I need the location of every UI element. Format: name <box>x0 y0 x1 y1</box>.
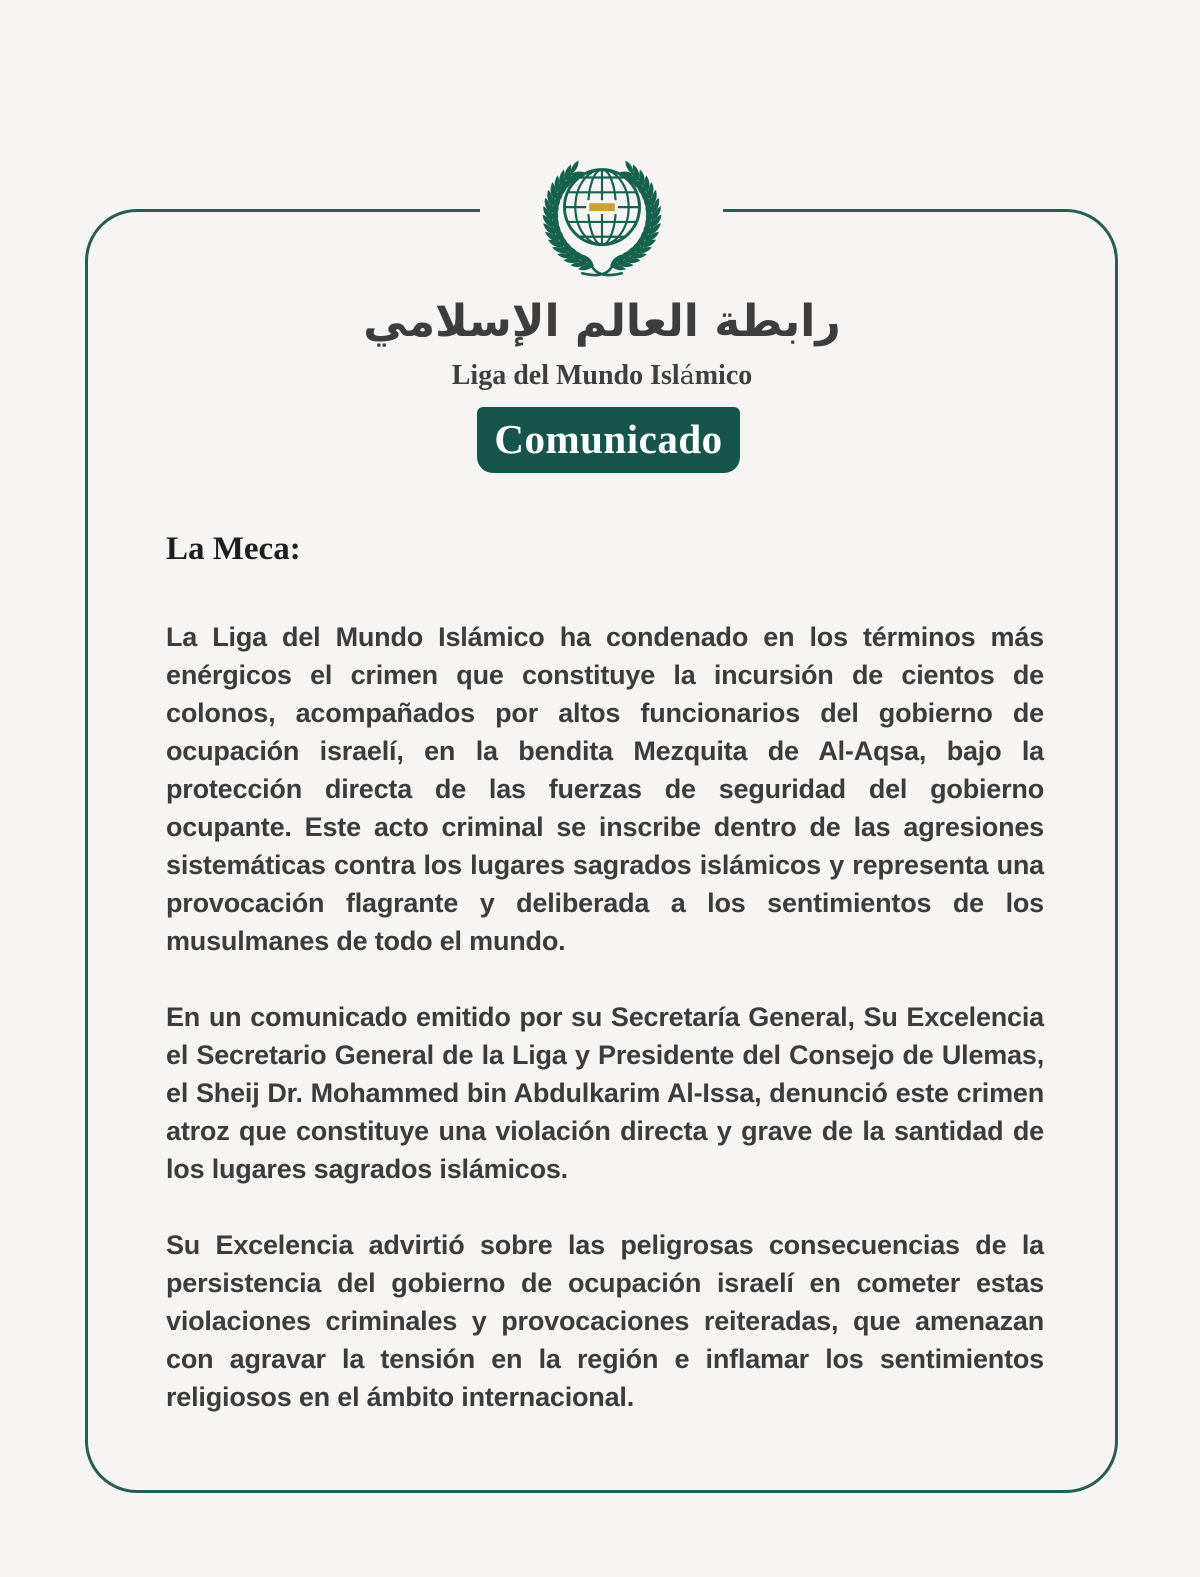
org-name-suffix: mico <box>694 360 753 391</box>
body-paragraph-2: En un comunicado emitido por su Secretaría General, Su Excelencia el Secretario General de la Liga y Presidente del Consejo de Ulemas, el Sheij Dr. Mohammed bin Abdulkarim Al-Issa, denunció este crimen atroz que constituye una violación directa y grave de la santidad de los lugares sagrados islámicos. <box>166 1002 1044 1184</box>
mwl-emblem <box>523 147 681 289</box>
arabic-calligraphy-title: رابطة العالم الإسلامي <box>363 296 841 347</box>
body-paragraph-1: La Liga del Mundo Islámico ha condenado en los términos más enérgicos el crimen que constituye la incursión de cientos de colonos, acompañados por altos funcionarios del gobierno de ocupación israelí, en la bendita Mezquita de Al-Aqsa, bajo la protección directa de las fuerzas de seguridad del gobierno ocupante. Este acto criminal se inscribe dentro de las agresiones sistemáticas contra los lugares sagrados islámicos y representa una provocación flagrante y deliberada a los sentimientos de los musulmanes de todo el mundo. <box>166 622 1044 956</box>
document-body <box>166 531 1044 1416</box>
org-name-title <box>0 358 1200 394</box>
comunicado-banner <box>477 407 740 473</box>
dateline-heading: La Meca: <box>166 531 301 567</box>
body-paragraph-3: Su Excelencia advirtió sobre las peligrosas consecuencias de la persistencia del gobierno de ocupación israelí en cometer estas violaciones criminales y provocaciones reiteradas, que amenazan con agravar la tensión en la región e inflamar los sentimientos religiosos en el ámbito internacional. <box>166 1230 1044 1412</box>
org-name-accent: á <box>679 361 695 390</box>
org-name-prefix: Liga del Mundo Isl <box>451 360 680 391</box>
banner-label: Comunicado <box>494 416 723 462</box>
laurel-globe-icon <box>523 147 681 289</box>
gold-band-icon <box>586 200 618 214</box>
